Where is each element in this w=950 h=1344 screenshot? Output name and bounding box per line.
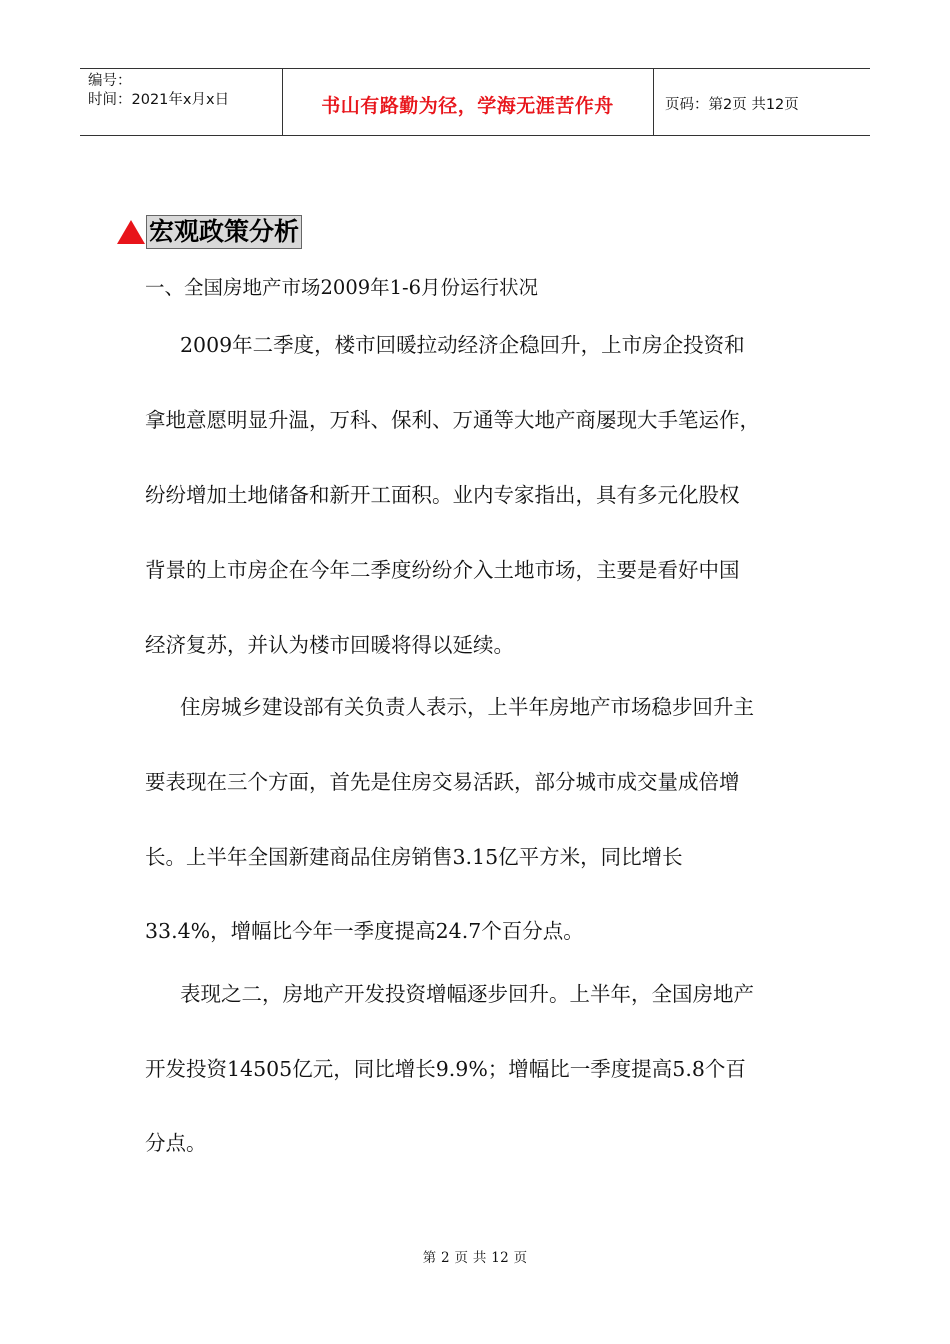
- header-page-number: 页码：第2页 共12页: [665, 97, 799, 113]
- header-meta: [88, 72, 229, 110]
- header-time: 时间：2021年x月x日: [88, 92, 230, 108]
- body-line: 要表现在三个方面，首先是住房交易活跃，部分城市成交量成倍增: [145, 770, 740, 794]
- body-line: 经济复苏，并认为楼市回暖将得以延续。: [145, 633, 514, 657]
- red-triangle-icon: [117, 220, 145, 244]
- body-line: 开发投资14505亿元，同比增长9.9%；增幅比一季度提高5.8个百: [145, 1057, 746, 1081]
- body-line: 2009年二季度，楼市回暖拉动经济企稳回升，上市房企投资和: [180, 333, 745, 357]
- subheading: 一、全国房地产市场2009年1-6月份运行状况: [145, 276, 539, 299]
- body-line: 表现之二，房地产开发投资增幅逐步回升。上半年，全国房地产: [180, 982, 754, 1006]
- header-number: 编号：: [88, 73, 132, 89]
- header-divider: [653, 69, 654, 135]
- body-line: 拿地意愿明显升温，万科、保利、万通等大地产商屡现大手笔运作，: [145, 408, 760, 432]
- body-line: 分点。: [145, 1131, 207, 1155]
- body-line: 纷纷增加土地储备和新开工面积。业内专家指出，具有多元化股权: [145, 483, 740, 507]
- page-header: [80, 68, 870, 136]
- body-line: 33.4%，增幅比今年一季度提高24.7个百分点。: [145, 919, 584, 943]
- section-title: 宏观政策分析: [146, 215, 302, 249]
- page-footer: 第 2 页 共 12 页: [422, 1250, 528, 1266]
- body-line: 长。上半年全国新建商品住房销售3.15亿平方米，同比增长: [145, 845, 683, 869]
- section-heading: [117, 215, 302, 249]
- body-line: 住房城乡建设部有关负责人表示，上半年房地产市场稳步回升主: [180, 695, 754, 719]
- body-line: 背景的上市房企在今年二季度纷纷介入土地市场，主要是看好中国: [145, 558, 740, 582]
- header-motto: 书山有路勤为径，学海无涯苦作舟: [321, 95, 614, 117]
